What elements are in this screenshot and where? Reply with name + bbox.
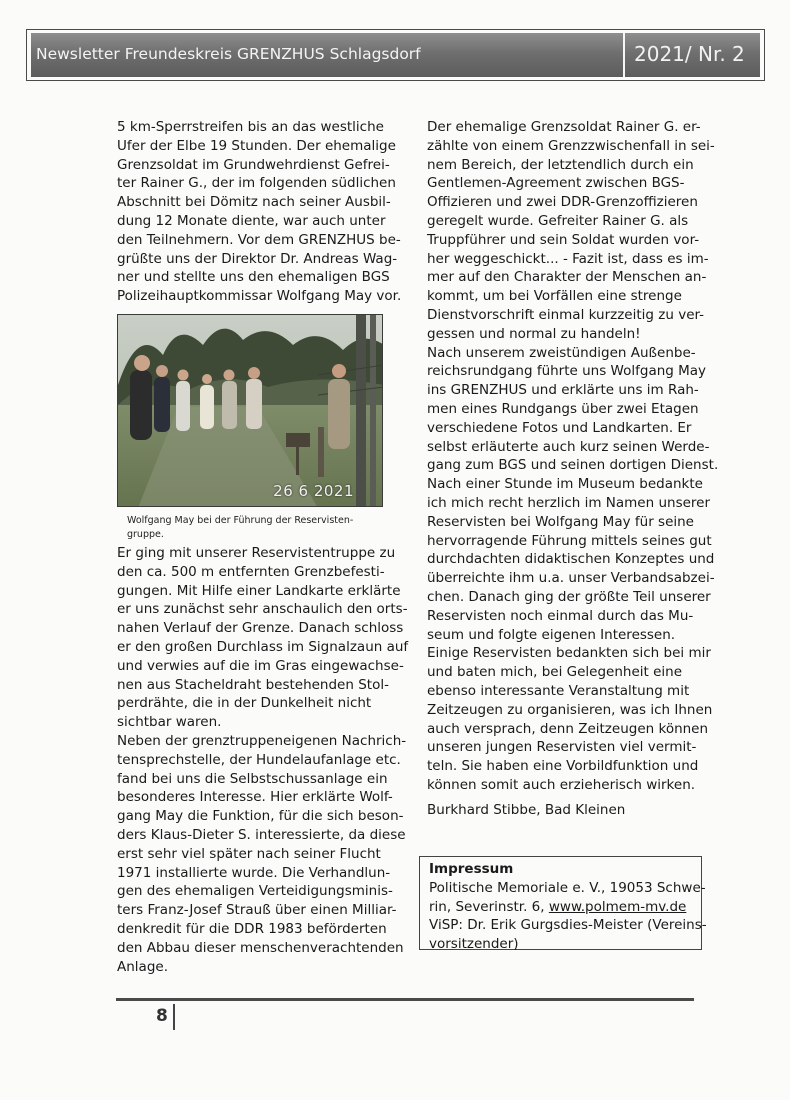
paragraph-line: er den großen Durchlass im Signalzaun auf [117,638,409,655]
newsletter-title: Newsletter Freundeskreis GRENZHUS Schlagsdorf [36,45,421,63]
paragraph-line: den Teilnehmern. Vor dem GRENZHUS be- [117,231,401,248]
header-separator [623,33,625,77]
paragraph-line: Polizeihauptkommissar Wolfgang May vor. [117,288,402,305]
paragraph-line: ders Klaus-Dieter S. interessierte, da diese [117,826,406,843]
impressum-title: Impressum [429,861,514,877]
paragraph-line: Dienstvorschrift einmal kurzzeitig zu ver- [427,306,705,323]
paragraph-line: kommt, um bei Vorfällen eine strenge [427,288,682,305]
paragraph-line: Einige Reservisten bedankten sich bei mir [427,645,711,662]
author-signature [427,801,625,820]
page-number-bar [173,1004,175,1030]
paragraph-line: erst sehr viel später nach seiner Flucht [117,845,381,862]
paragraph-line: her weggeschickt... - Fazit ist, dass es im- [427,250,709,267]
paragraph-line: chen. Danach ging der größte Teil unserer [427,588,711,605]
paragraph-line: Abschnitt bei Dömitz nach seiner Ausbil- [117,194,391,211]
paragraph-line: ner und stellte uns den ehemaligen BGS [117,269,390,286]
paragraph-line: hervorragende Führung mittels seines gut [427,532,712,549]
paragraph-line: reichsrundgang führte uns Wolfgang May [427,363,707,380]
website-link[interactable]: www.polmem-mv.de [548,898,687,915]
paragraph-line: verschiedene Fotos und Landkarten. Er [427,419,692,436]
paragraph-line: Reservisten bei Wolfgang May für seine [427,513,694,530]
paragraph-line: ich mich recht herzlich im Namen unserer [427,494,711,511]
paragraph-line: Zeitzeugen zu organisieren, was ich Ihnen [427,701,713,718]
paragraph-line: zählte von einem Grenzzwischenfall in sei- [427,137,715,154]
photo-caption [127,514,353,541]
paragraph-line: Offizieren und zwei DDR-Grenzoffizieren [427,194,698,211]
paragraph-line: Ufer der Elbe 19 Stunden. Der ehemalige [117,137,396,154]
impressum-box [419,856,707,953]
impressum-line: vorsitzender) [429,936,519,953]
footer-rule [116,998,694,1001]
right-column-text [427,118,718,795]
group-photo [117,314,383,507]
paragraph-line: seum und folgte eigenen Interessen. [427,626,676,643]
paragraph-line: ter Rainer G., der im folgenden südlichen [117,175,396,192]
impressum-address: rin, Severinstr. 6, [429,898,549,915]
paragraph-line: mer auf den Charakter der Menschen an- [427,269,707,286]
paragraph-line: Reservisten noch einmal durch das Mu- [427,607,694,624]
impressum-line: Politische Memoriale e. V., 19053 Schwe- [429,879,706,896]
paragraph-line: können somit auch erzieherisch wirken. [427,776,696,793]
paragraph-line: gessen und normal zu handeln! [427,325,641,342]
paragraph-line: gungen. Mit Hilfe einer Landkarte erklärte [117,582,401,599]
paragraph-line: besonderes Interesse. Hier erklärte Wolf- [117,789,393,806]
paragraph-line: Neben der grenztruppeneigenen Nachrich- [117,732,407,749]
paragraph-line: 5 km-Sperrstreifen bis an das westliche [117,119,384,135]
paragraph-line: ebenso interessante Veranstaltung mit [427,682,690,699]
paragraph-line: er uns zunächst sehr anschaulich den orts- [117,601,408,618]
impressum-line [429,898,701,917]
paragraph-line: Der ehemalige Grenzsoldat Rainer G. er- [427,119,701,135]
paragraph-line: Anlage. [117,958,168,975]
paragraph-line: fand bei uns die Selbstschussanlage ein [117,770,388,787]
paragraph-line: nen aus Stacheldraht bestehenden Stol- [117,676,389,693]
paragraph-line: nem Bereich, der letztendlich durch ein [427,156,694,173]
paragraph-line: den Abbau dieser menschenverachtenden [117,939,404,956]
paragraph-line: überreichte ihm u.a. unser Verbandsabzei- [427,570,715,587]
left-column-top-text [117,118,401,306]
paragraph-line: den ca. 500 m entfernten Grenzbefesti- [117,563,385,580]
paragraph-line: auch versprach, denn Zeitzeugen können [427,720,709,737]
paragraph-line: perdrähte, die in der Dunkelheit nicht [117,695,372,712]
paragraph-line: sichtbar waren. [117,714,222,731]
paragraph-line: und verwies auf die im Gras eingewachse- [117,657,404,674]
paragraph-line: grüßte uns der Direktor Dr. Andreas Wag- [117,250,398,267]
signature-line: Burkhard Stibbe, Bad Kleinen [427,802,626,818]
paragraph-line: und baten mich, bei Gelegenheit eine [427,664,683,681]
photo-date-stamp: 26 6 2021 [273,482,354,500]
photo-scene [118,315,383,507]
caption-line: Wolfgang May bei der Führung der Reservisten- [127,515,354,526]
paragraph-line: teln. Sie haben eine Vorbildfunktion und [427,758,699,775]
impressum-line: ViSP: Dr. Erik Gurgsdies-Meister (Vereins- [429,917,707,934]
paragraph-line: denkredit für die DDR 1983 beförderten [117,920,387,937]
paragraph-line: tensprechstelle, der Hundelaufanlage etc. [117,751,401,768]
paragraph-line: Nach einer Stunde im Museum bedankte [427,476,703,493]
paragraph-line: men eines Rundgangs über zwei Etagen [427,400,699,417]
issue-number: 2021/ Nr. 2 [634,42,745,66]
paragraph-line: Truppführer und sein Soldat wurden vor- [427,231,700,248]
paragraph-line: 1971 installierte wurde. Die Verhandlun- [117,864,391,881]
paragraph-line: Gentlemen-Agreement zwischen BGS- [427,175,685,192]
paragraph-line: gen des ehemaligen Verteidigungsminis- [117,883,393,900]
paragraph-line: geregelt wurde. Gefreiter Rainer G. als [427,212,689,229]
paragraph-line: Er ging mit unserer Reservistentruppe zu [117,545,396,561]
paragraph-line: dung 12 Monate diente, war auch unter [117,212,386,229]
paragraph-line: gang May die Funktion, für die sich beson- [117,808,404,825]
paragraph-line: ins GRENZHUS und erklärte uns im Rah- [427,382,699,399]
paragraph-line: selbst erläuterte auch kurz seinen Werde- [427,438,710,455]
paragraph-line: ters Franz-Josef Strauß über einen Milliar- [117,902,397,919]
paragraph-line: gang zum BGS und seinen dortigen Dienst. [427,457,719,474]
paragraph-line: Grenzsoldat im Grundwehrdienst Gefrei- [117,156,390,173]
page-number: 8 [156,1006,168,1026]
left-column-bottom-text [117,544,408,976]
paragraph-line: Nach unserem zweistündigen Außenbe- [427,344,696,361]
paragraph-line: unseren jungen Reservisten viel vermit- [427,739,697,756]
paragraph-line: durchdachten didaktischen Konzeptes und [427,551,715,568]
paragraph-line: nahen Verlauf der Grenze. Danach schloss [117,620,404,637]
caption-line: gruppe. [127,528,164,540]
